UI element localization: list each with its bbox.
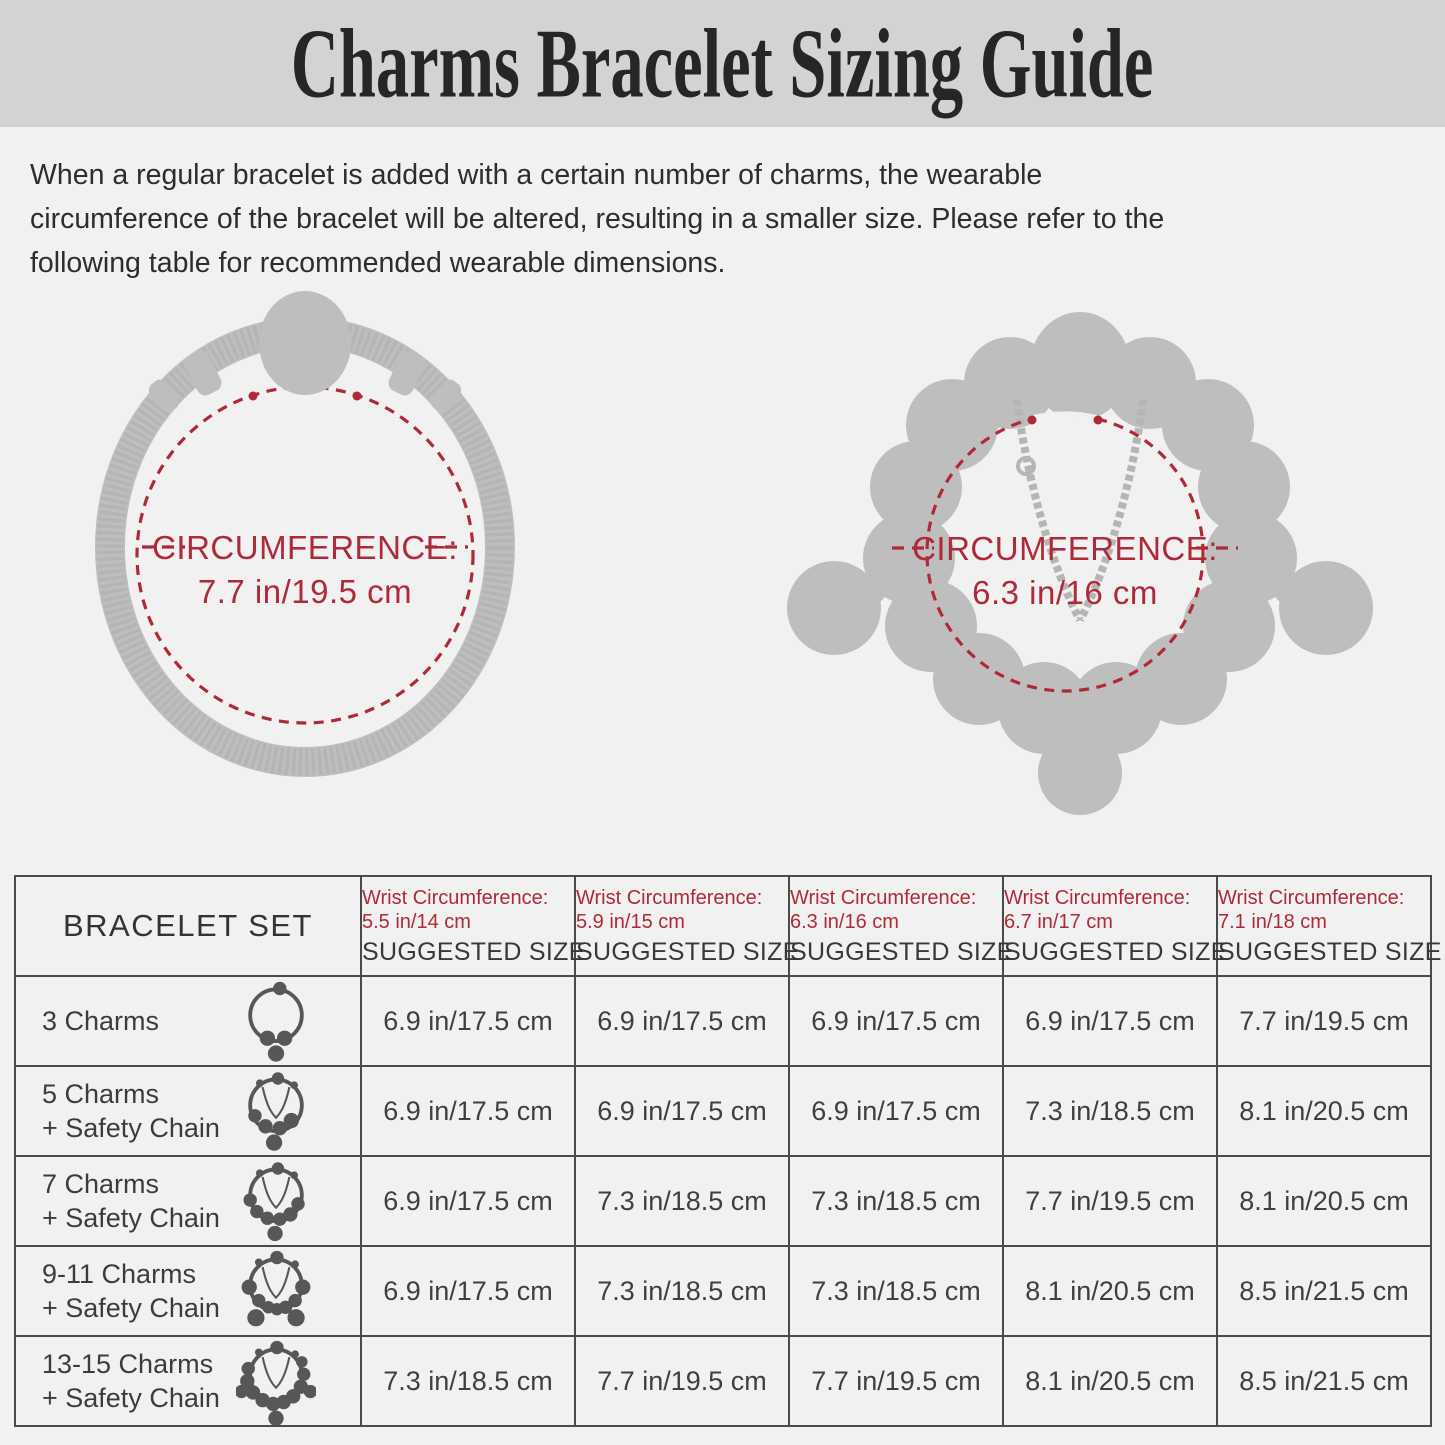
suggested-size-cell: 6.9 in/17.5 cm xyxy=(361,1246,575,1336)
table-row-9-11-charms xyxy=(15,1246,1431,1336)
table-header-row xyxy=(15,876,1431,976)
row-label: 13-15 Charms + Safety Chain xyxy=(42,1349,220,1413)
intro-line: circumference of the bracelet will be altered, resulting in a smaller size. Please refer to the xyxy=(30,203,1165,235)
suggested-size-cell: 8.5 in/21.5 cm xyxy=(1217,1336,1431,1426)
row-label: 7 Charms + Safety Chain xyxy=(42,1169,220,1233)
charm-circumference-value: 6.3 in/16 cm xyxy=(972,574,1158,611)
suggested-size-cell: 7.3 in/18.5 cm xyxy=(789,1156,1003,1246)
wrist-value: 7.1 in/18 cm xyxy=(1218,910,1327,933)
sizing-table xyxy=(14,875,1442,1427)
suggested-size-cell: 7.7 in/19.5 cm xyxy=(575,1336,789,1426)
wrist-label: Wrist Circumference: xyxy=(1218,886,1405,909)
page-title: Charms Bracelet Sizing Guide xyxy=(291,7,1154,119)
suggested-size-cell: 8.1 in/20.5 cm xyxy=(1217,1156,1431,1246)
suggested-size-cell: 6.9 in/17.5 cm xyxy=(789,1066,1003,1156)
suggested-size-cell: 8.1 in/20.5 cm xyxy=(1003,1246,1217,1336)
wrist-circumference-header-5 xyxy=(1217,876,1442,976)
suggested-size-cell: 6.9 in/17.5 cm xyxy=(361,1156,575,1246)
wrist-label: Wrist Circumference: xyxy=(362,886,549,909)
suggested-size-cell: 6.9 in/17.5 cm xyxy=(361,1066,575,1156)
plain-bracelet-illustration xyxy=(15,285,635,785)
bracelet-set-header: BRACELET SET xyxy=(15,876,361,976)
suggested-size-cell: 6.9 in/17.5 cm xyxy=(575,1066,789,1156)
wrist-value: 6.3 in/16 cm xyxy=(790,910,899,933)
row-label: 5 Charms + Safety Chain xyxy=(42,1079,220,1143)
suggested-size-cell: 7.3 in/18.5 cm xyxy=(789,1246,1003,1336)
suggested-size-cell: 8.1 in/20.5 cm xyxy=(1217,1066,1431,1156)
wrist-value: 6.7 in/17 cm xyxy=(1004,910,1113,933)
intro-line: When a regular bracelet is added with a certain number of charms, the wearable xyxy=(30,159,1043,191)
wrist-label: Wrist Circumference: xyxy=(790,886,977,909)
wrist-circumference-header-3 xyxy=(789,876,1014,976)
bracelet-9-11-charms-safety-chain-icon xyxy=(236,1247,316,1335)
suggested-size-cell: 7.3 in/18.5 cm xyxy=(1003,1066,1217,1156)
table-row-3-charms xyxy=(15,976,1431,1066)
bracelet-5-charms-safety-chain-icon xyxy=(236,1067,316,1155)
suggested-size-cell: 7.7 in/19.5 cm xyxy=(1217,976,1431,1066)
suggested-size-cell: 7.7 in/19.5 cm xyxy=(789,1336,1003,1426)
charm-circumference-label: CIRCUMFERENCE: xyxy=(912,530,1218,567)
wrist-value: 5.5 in/14 cm xyxy=(362,910,471,933)
table-row-5-charms xyxy=(15,1066,1431,1156)
suggested-size-cell: 6.9 in/17.5 cm xyxy=(789,976,1003,1066)
suggested-size-cell: 8.1 in/20.5 cm xyxy=(1003,1336,1217,1426)
wrist-circumference-header-2 xyxy=(575,876,800,976)
suggested-size-cell: 7.3 in/18.5 cm xyxy=(575,1246,789,1336)
suggested-size-cell: 6.9 in/17.5 cm xyxy=(361,976,575,1066)
wrist-label: Wrist Circumference: xyxy=(1004,886,1191,909)
table-row-13-15-charms xyxy=(15,1336,1431,1426)
clasp-ball xyxy=(259,291,351,395)
wrist-circumference-header-1 xyxy=(361,876,586,976)
intro-line: following table for recommended wearable dimensions. xyxy=(30,247,726,279)
wrist-value: 5.9 in/15 cm xyxy=(576,910,685,933)
intro-paragraph xyxy=(30,153,1445,285)
plain-circumference-value: 7.7 in/19.5 cm xyxy=(197,573,413,610)
row-label: 3 Charms xyxy=(42,1006,160,1036)
suggested-size-label: SUGGESTED SIZE xyxy=(1004,937,1228,966)
table-row-7-charms xyxy=(15,1156,1431,1246)
plain-circumference-label: CIRCUMFERENCE: xyxy=(152,529,458,566)
charm-bracelet-diagram xyxy=(730,278,1430,838)
wrist-label: Wrist Circumference: xyxy=(576,886,763,909)
suggested-size-label: SUGGESTED SIZE xyxy=(362,937,586,966)
suggested-size-label: SUGGESTED SIZE xyxy=(790,937,1014,966)
suggested-size-cell: 8.5 in/21.5 cm xyxy=(1217,1246,1431,1336)
bracelet-3-charms-icon xyxy=(236,977,316,1065)
wrist-circumference-header-4 xyxy=(1003,876,1228,976)
charm-bracelet-illustration xyxy=(730,278,1430,838)
suggested-size-label: SUGGESTED SIZE xyxy=(576,937,800,966)
suggested-size-cell: 6.9 in/17.5 cm xyxy=(1003,976,1217,1066)
suggested-size-cell: 7.7 in/19.5 cm xyxy=(1003,1156,1217,1246)
suggested-size-cell: 6.9 in/17.5 cm xyxy=(575,976,789,1066)
suggested-size-cell: 7.3 in/18.5 cm xyxy=(575,1156,789,1246)
bracelet-7-charms-safety-chain-icon xyxy=(236,1157,316,1245)
suggested-size-label: SUGGESTED SIZE xyxy=(1218,937,1442,966)
title-band xyxy=(0,0,1445,127)
suggested-size-cell: 7.3 in/18.5 cm xyxy=(361,1336,575,1426)
plain-bracelet-diagram xyxy=(15,285,635,785)
row-label: 9-11 Charms + Safety Chain xyxy=(42,1259,220,1323)
bracelet-13-15-charms-safety-chain-icon xyxy=(236,1337,316,1425)
diagrams-section xyxy=(0,285,1445,861)
